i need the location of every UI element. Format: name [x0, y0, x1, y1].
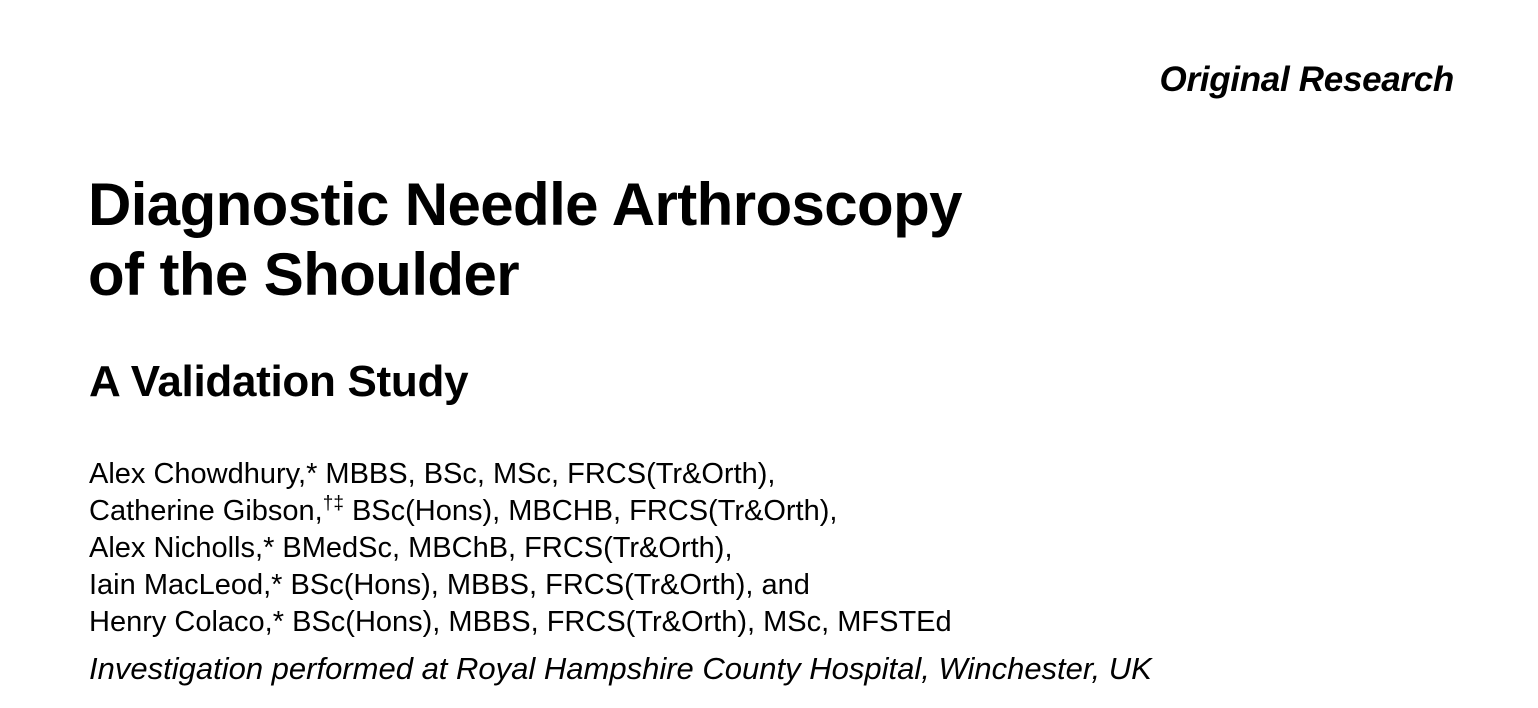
author-degrees: BMedSc, MBChB, FRCS(Tr&Orth), — [274, 532, 733, 564]
institution-note: Investigation performed at Royal Hampshire County Hospital, Winchester, UK — [89, 651, 1152, 686]
author-line — [89, 493, 952, 530]
author-affiliation-mark: * — [263, 532, 275, 564]
article-subtitle: A Validation Study — [89, 357, 469, 406]
article-type-label: Original Research — [1159, 60, 1454, 99]
author-affiliation-mark: * — [271, 569, 283, 601]
author-affiliation-mark: * — [272, 606, 285, 638]
author-name: Catherine Gibson, — [89, 495, 323, 527]
author-list — [89, 456, 952, 641]
article-title-line-1: Diagnostic Needle Arthroscopy — [88, 171, 962, 238]
author-name: Alex Nicholls, — [89, 532, 264, 564]
article-title — [88, 170, 962, 310]
author-line — [89, 567, 952, 604]
article-title-line-2: of the Shoulder — [88, 241, 519, 308]
author-line — [89, 530, 952, 567]
author-affiliation-mark: †‡ — [322, 493, 344, 514]
author-name: Iain MacLeod, — [89, 569, 272, 601]
author-name: Henry Colaco, — [89, 606, 273, 638]
author-affiliation-mark: * — [306, 458, 318, 490]
author-degrees: BSc(Hons), MBBS, FRCS(Tr&Orth), MSc, MFSTEd — [284, 606, 952, 638]
author-name: Alex Chowdhury, — [89, 458, 307, 490]
author-line — [89, 604, 952, 641]
author-degrees: MBBS, BSc, MSc, FRCS(Tr&Orth), — [317, 458, 776, 490]
author-degrees: BSc(Hons), MBCHB, FRCS(Tr&Orth), — [343, 495, 838, 527]
author-line — [89, 456, 952, 493]
author-degrees: BSc(Hons), MBBS, FRCS(Tr&Orth), and — [282, 569, 810, 601]
